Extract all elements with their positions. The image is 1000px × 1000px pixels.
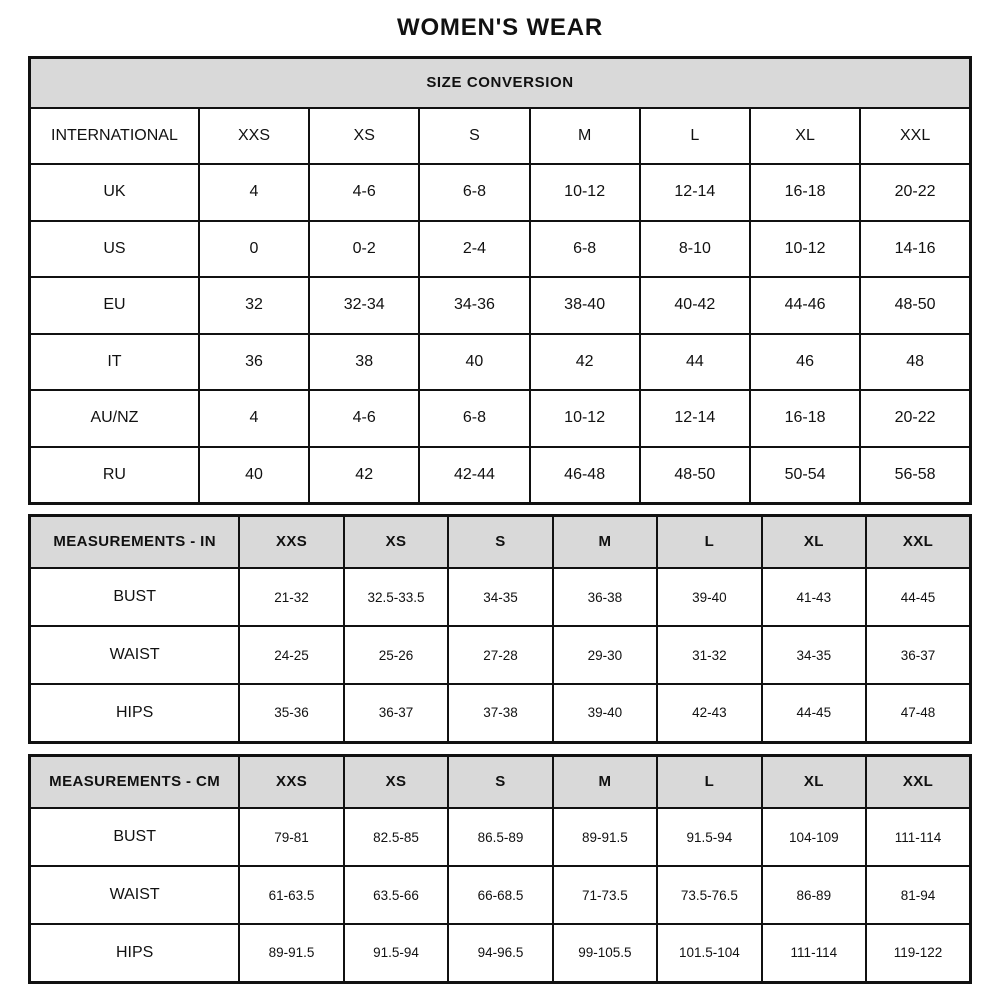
value-cell: 111-114	[762, 924, 866, 982]
value-cell: 0-2	[309, 221, 419, 278]
value-cell: 44-45	[866, 568, 970, 626]
value-cell: XXS	[199, 108, 309, 165]
size-column-header: S	[448, 515, 552, 568]
value-cell: 24-25	[239, 626, 343, 684]
value-cell: 40	[419, 334, 529, 391]
size-column-header: L	[657, 755, 761, 808]
value-cell: 4-6	[309, 390, 419, 447]
size-conversion-body	[30, 108, 971, 504]
value-cell: 39-40	[657, 568, 761, 626]
table-row	[30, 221, 971, 278]
value-cell: 38-40	[530, 277, 640, 334]
value-cell: 6-8	[419, 390, 529, 447]
table-row	[30, 390, 971, 447]
value-cell: 4	[199, 164, 309, 221]
value-cell: 79-81	[239, 808, 343, 866]
value-cell: 86-89	[762, 866, 866, 924]
value-cell: 27-28	[448, 626, 552, 684]
value-cell: 16-18	[750, 390, 860, 447]
row-label: US	[30, 221, 199, 278]
value-cell: 82.5-85	[344, 808, 448, 866]
value-cell: 36-37	[866, 626, 970, 684]
value-cell: 94-96.5	[448, 924, 552, 982]
value-cell: 10-12	[750, 221, 860, 278]
value-cell: 20-22	[860, 164, 970, 221]
value-cell: 0	[199, 221, 309, 278]
measurements-in-table	[28, 514, 972, 744]
page-title: WOMEN'S WEAR	[397, 14, 603, 41]
value-cell: 86.5-89	[448, 808, 552, 866]
size-column-header: XXS	[239, 755, 343, 808]
measurements-cm-table	[28, 754, 972, 984]
value-cell: 73.5-76.5	[657, 866, 761, 924]
value-cell: 48-50	[860, 277, 970, 334]
value-cell: 42	[530, 334, 640, 391]
value-cell: 111-114	[866, 808, 970, 866]
row-label: RU	[30, 447, 199, 504]
measurements-cm-title: MEASUREMENTS - CM	[30, 755, 240, 808]
value-cell: 37-38	[448, 684, 552, 742]
value-cell: 32	[199, 277, 309, 334]
value-cell: 50-54	[750, 447, 860, 504]
value-cell: 42	[309, 447, 419, 504]
value-cell: 101.5-104	[657, 924, 761, 982]
measurements-in-title: MEASUREMENTS - IN	[30, 515, 240, 568]
table-row	[30, 334, 971, 391]
value-cell: 44-46	[750, 277, 860, 334]
table-row	[30, 808, 971, 866]
value-cell: 36-37	[344, 684, 448, 742]
size-column-header: XXL	[866, 515, 970, 568]
row-label: HIPS	[30, 684, 240, 742]
value-cell: 91.5-94	[657, 808, 761, 866]
table-row	[30, 164, 971, 221]
size-conversion-header-row	[30, 58, 971, 108]
size-conversion-title: SIZE CONVERSION	[30, 58, 971, 108]
value-cell: 40-42	[640, 277, 750, 334]
row-label: UK	[30, 164, 199, 221]
value-cell: 48	[860, 334, 970, 391]
value-cell: 10-12	[530, 390, 640, 447]
value-cell: 38	[309, 334, 419, 391]
value-cell: 41-43	[762, 568, 866, 626]
size-column-header: S	[448, 755, 552, 808]
value-cell: 61-63.5	[239, 866, 343, 924]
size-column-header: M	[553, 515, 657, 568]
value-cell: 10-12	[530, 164, 640, 221]
value-cell: 119-122	[866, 924, 970, 982]
value-cell: 25-26	[344, 626, 448, 684]
measurements-cm-header-row	[30, 755, 971, 808]
value-cell: 31-32	[657, 626, 761, 684]
value-cell: 14-16	[860, 221, 970, 278]
value-cell: L	[640, 108, 750, 165]
size-column-header: XXL	[866, 755, 970, 808]
measurements-in-header-row	[30, 515, 971, 568]
size-column-header: L	[657, 515, 761, 568]
value-cell: 44-45	[762, 684, 866, 742]
value-cell: 21-32	[239, 568, 343, 626]
table-row	[30, 568, 971, 626]
table-row	[30, 447, 971, 504]
value-cell: 35-36	[239, 684, 343, 742]
value-cell: 56-58	[860, 447, 970, 504]
table-row	[30, 108, 971, 165]
value-cell: 89-91.5	[553, 808, 657, 866]
value-cell: 46-48	[530, 447, 640, 504]
table-row	[30, 866, 971, 924]
value-cell: 36	[199, 334, 309, 391]
table-row	[30, 626, 971, 684]
value-cell: 48-50	[640, 447, 750, 504]
size-column-header: XS	[344, 515, 448, 568]
table-row	[30, 924, 971, 982]
value-cell: 44	[640, 334, 750, 391]
value-cell: S	[419, 108, 529, 165]
size-column-header: XL	[762, 515, 866, 568]
size-column-header: XL	[762, 755, 866, 808]
value-cell: 32-34	[309, 277, 419, 334]
measurements-cm-body	[30, 808, 971, 982]
value-cell: XXL	[860, 108, 970, 165]
measurements-in-body	[30, 568, 971, 742]
row-label: BUST	[30, 568, 240, 626]
table-row	[30, 277, 971, 334]
value-cell: 16-18	[750, 164, 860, 221]
row-label: WAIST	[30, 626, 240, 684]
value-cell: XL	[750, 108, 860, 165]
row-label: INTERNATIONAL	[30, 108, 199, 165]
value-cell: 8-10	[640, 221, 750, 278]
value-cell: 81-94	[866, 866, 970, 924]
row-label: AU/NZ	[30, 390, 199, 447]
value-cell: 6-8	[419, 164, 529, 221]
value-cell: 91.5-94	[344, 924, 448, 982]
row-label: EU	[30, 277, 199, 334]
value-cell: 39-40	[553, 684, 657, 742]
value-cell: 63.5-66	[344, 866, 448, 924]
value-cell: 20-22	[860, 390, 970, 447]
row-label: IT	[30, 334, 199, 391]
value-cell: 40	[199, 447, 309, 504]
value-cell: 104-109	[762, 808, 866, 866]
value-cell: 42-43	[657, 684, 761, 742]
value-cell: 34-35	[448, 568, 552, 626]
value-cell: 12-14	[640, 164, 750, 221]
value-cell: 29-30	[553, 626, 657, 684]
size-column-header: M	[553, 755, 657, 808]
value-cell: 36-38	[553, 568, 657, 626]
value-cell: 42-44	[419, 447, 529, 504]
value-cell: 32.5-33.5	[344, 568, 448, 626]
value-cell: XS	[309, 108, 419, 165]
value-cell: M	[530, 108, 640, 165]
value-cell: 34-36	[419, 277, 529, 334]
value-cell: 47-48	[866, 684, 970, 742]
value-cell: 71-73.5	[553, 866, 657, 924]
size-conversion-table	[28, 56, 972, 505]
value-cell: 12-14	[640, 390, 750, 447]
table-row	[30, 684, 971, 742]
value-cell: 66-68.5	[448, 866, 552, 924]
value-cell: 6-8	[530, 221, 640, 278]
size-column-header: XS	[344, 755, 448, 808]
value-cell: 34-35	[762, 626, 866, 684]
value-cell: 46	[750, 334, 860, 391]
value-cell: 99-105.5	[553, 924, 657, 982]
size-column-header: XXS	[239, 515, 343, 568]
row-label: WAIST	[30, 866, 240, 924]
value-cell: 2-4	[419, 221, 529, 278]
row-label: BUST	[30, 808, 240, 866]
value-cell: 4	[199, 390, 309, 447]
row-label: HIPS	[30, 924, 240, 982]
value-cell: 4-6	[309, 164, 419, 221]
value-cell: 89-91.5	[239, 924, 343, 982]
